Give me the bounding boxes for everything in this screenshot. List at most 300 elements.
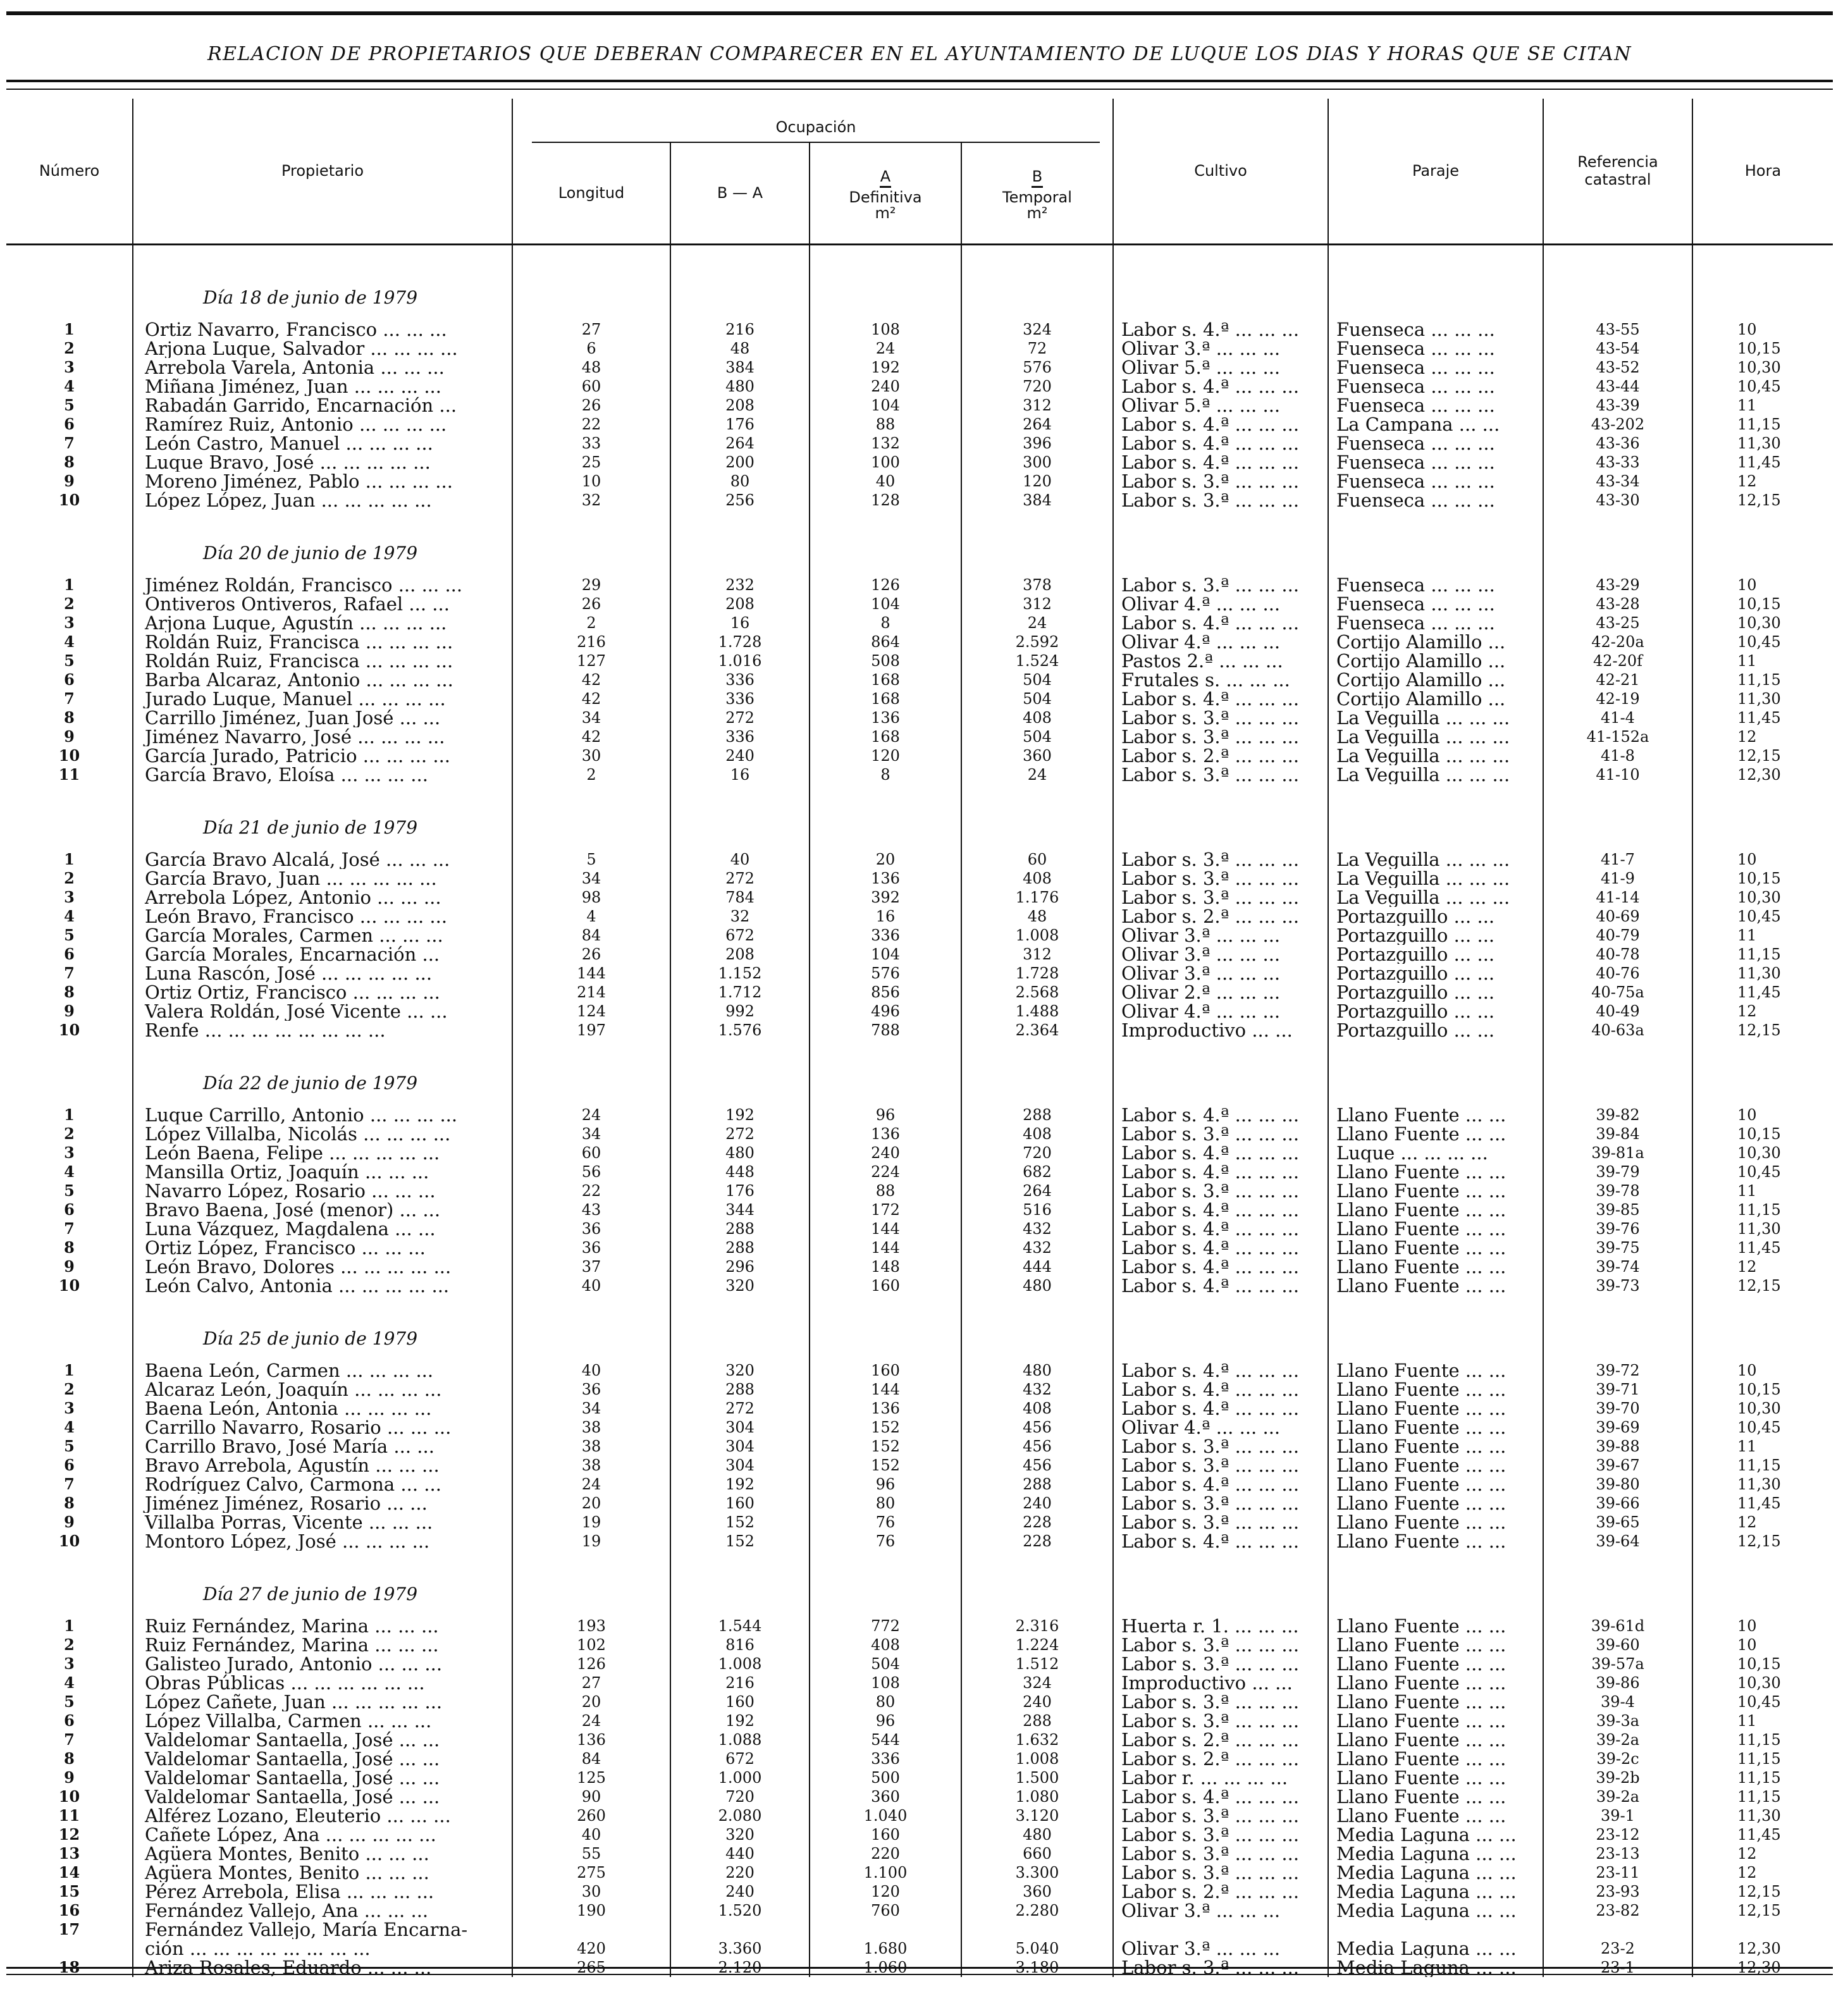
row-number: 1 [6, 1105, 133, 1124]
owner-name: Valdelomar Santaella, José ... ... [133, 1749, 512, 1768]
referencia-value: 39-84 [1543, 1124, 1692, 1143]
definitiva-value: 76 [810, 1532, 961, 1551]
table-row [6, 1181, 1833, 1200]
paraje-value: Media Laguna ... ... [1328, 1958, 1543, 1977]
col-header-propietario: Propietario [133, 99, 512, 244]
cultivo-value: Labor s. 3.ª ... ... ... [1113, 1437, 1328, 1456]
owner-name: Mansilla Ortiz, Joaquín ... ... ... [133, 1162, 512, 1181]
definitiva-value: 136 [810, 708, 961, 727]
paraje-value: Llano Fuente ... ... [1328, 1711, 1543, 1730]
owner-name: León Castro, Manuel ... ... ... ... [133, 434, 512, 453]
definitiva-value: 144 [810, 1380, 961, 1399]
definitiva-value: 136 [810, 1124, 961, 1143]
table-row [6, 396, 1833, 415]
longitud-value: 24 [512, 1105, 670, 1124]
ba-value: 672 [670, 926, 810, 945]
row-number: 13 [6, 1844, 133, 1863]
hora-value: 10 [1737, 1105, 1757, 1124]
owner-name: Carrillo Jiménez, Juan José ... ... [133, 708, 512, 727]
table-row [6, 1692, 1833, 1711]
col-header-b-label: Temporal [1002, 188, 1072, 206]
ba-value: 16 [670, 613, 810, 632]
longitud-value: 27 [512, 320, 670, 339]
paraje-value: Media Laguna ... ... [1328, 1882, 1543, 1901]
temporal-value: 312 [961, 594, 1113, 613]
owner-name: Cañete López, Ana ... ... ... ... ... [133, 1825, 512, 1844]
hora-value: 10 [1737, 1616, 1757, 1635]
row-number: 5 [6, 651, 133, 670]
row-number: 9 [6, 1002, 133, 1021]
longitud-value: 40 [512, 1276, 670, 1295]
temporal-value: 456 [961, 1456, 1113, 1475]
temporal-value: 1.080 [961, 1787, 1113, 1806]
ba-value: 272 [670, 869, 810, 888]
row-number: 2 [6, 1124, 133, 1143]
ba-value: 256 [670, 491, 810, 510]
longitud-value: 20 [512, 1692, 670, 1711]
definitiva-value: 100 [810, 453, 961, 472]
row-number: 14 [6, 1863, 133, 1882]
paraje-value: La Veguilla ... ... ... [1328, 708, 1543, 727]
referencia-value: 39-4 [1543, 1692, 1692, 1711]
cultivo-value: Labor s. 3.ª ... ... ... [1113, 708, 1328, 727]
temporal-value: 1.008 [961, 1749, 1113, 1768]
owner-name: Valdelomar Santaella, José ... ... [133, 1768, 512, 1787]
cultivo-value: Labor s. 4.ª ... ... ... [1113, 1787, 1328, 1806]
row-number: 7 [6, 434, 133, 453]
owner-name: Fernández Vallejo, Ana ... ... ... [133, 1901, 512, 1920]
definitiva-value: 240 [810, 377, 961, 396]
referencia-value: 43-39 [1543, 396, 1692, 415]
ba-value: 1.728 [670, 632, 810, 651]
referencia-value: 43-54 [1543, 339, 1692, 358]
paraje-value: Llano Fuente ... ... [1328, 1437, 1543, 1456]
referencia-value: 39-70 [1543, 1399, 1692, 1418]
referencia-value: 39-82 [1543, 1105, 1692, 1124]
referencia-value: 40-63a [1543, 1021, 1692, 1040]
ba-value: 240 [670, 1882, 810, 1901]
temporal-value: 396 [961, 434, 1113, 453]
day-heading-row [6, 1317, 1833, 1361]
cultivo-value: Labor s. 3.ª ... ... ... [1113, 1635, 1328, 1654]
cultivo-value: Huerta r. 1. ... ... ... [1113, 1616, 1328, 1635]
hora-value: 11 [1737, 396, 1757, 414]
ba-value: 1.152 [670, 964, 810, 983]
ba-value: 288 [670, 1238, 810, 1257]
temporal-value: 384 [961, 491, 1113, 510]
cultivo-value: Labor s. 3.ª ... ... ... [1113, 1863, 1328, 1882]
referencia-value: 39-69 [1543, 1418, 1692, 1437]
longitud-value: 90 [512, 1787, 670, 1806]
row-number: 7 [6, 689, 133, 708]
referencia-value: 39-80 [1543, 1475, 1692, 1494]
owner-name: Barba Alcaraz, Antonio ... ... ... ... [133, 670, 512, 689]
definitiva-value: 788 [810, 1021, 961, 1040]
row-number: 3 [6, 358, 133, 377]
owner-name: Renfe ... ... ... ... ... ... ... ... [133, 1021, 512, 1040]
referencia-value: 39-3a [1543, 1711, 1692, 1730]
row-number: 10 [6, 491, 133, 510]
definitiva-value: 120 [810, 1882, 961, 1901]
owner-name: Navarro López, Rosario ... ... ... [133, 1181, 512, 1200]
referencia-value: 39-1 [1543, 1806, 1692, 1825]
temporal-value: 720 [961, 1143, 1113, 1162]
owner-name: Ariza Rosales, Eduardo ... ... ... [133, 1958, 512, 1977]
row-number: 4 [6, 632, 133, 651]
ba-value: 152 [670, 1513, 810, 1532]
referencia-value: 39-66 [1543, 1494, 1692, 1513]
hora-value: 11,30 [1737, 689, 1781, 708]
longitud-value: 34 [512, 869, 670, 888]
row-number: 10 [6, 1787, 133, 1806]
temporal-value: 228 [961, 1532, 1113, 1551]
referencia-value: 39-76 [1543, 1219, 1692, 1238]
owner-name: López Cañete, Juan ... ... ... ... ... [133, 1692, 512, 1711]
hora-value: 11,15 [1737, 945, 1781, 963]
row-number: 10 [6, 1276, 133, 1295]
longitud-value: 6 [512, 339, 670, 358]
ba-value: 2.120 [670, 1958, 810, 1977]
definitiva-value: 120 [810, 746, 961, 765]
paraje-value: Llano Fuente ... ... [1328, 1730, 1543, 1749]
referencia-value: 39-2a [1543, 1730, 1692, 1749]
owner-name: Carrillo Navarro, Rosario ... ... ... [133, 1418, 512, 1437]
definitiva-value: 108 [810, 1673, 961, 1692]
definitiva-value: 88 [810, 1181, 961, 1200]
row-number: 3 [6, 613, 133, 632]
temporal-value: 240 [961, 1494, 1113, 1513]
paraje-value: Llano Fuente ... ... [1328, 1475, 1543, 1494]
row-number: 10 [6, 1532, 133, 1551]
ba-value: 216 [670, 1673, 810, 1692]
temporal-value: 504 [961, 727, 1113, 746]
temporal-value: 288 [961, 1711, 1113, 1730]
row-number: 3 [6, 1399, 133, 1418]
longitud-value: 25 [512, 453, 670, 472]
referencia-value: 40-76 [1543, 964, 1692, 983]
owner-name: López Villalba, Carmen ... ... ... [133, 1711, 512, 1730]
table-row [6, 491, 1833, 510]
row-number: 6 [6, 945, 133, 964]
referencia-value: 23-2 [1543, 1939, 1692, 1958]
row-number: 17 [6, 1920, 133, 1939]
hora-value: 12,15 [1737, 1532, 1781, 1550]
ba-value: 480 [670, 1143, 810, 1162]
cultivo-value: Labor s. 3.ª ... ... ... [1113, 850, 1328, 869]
hora-value: 11,15 [1737, 1749, 1781, 1768]
referencia-value: 39-72 [1543, 1361, 1692, 1380]
table-row [6, 632, 1833, 651]
hora-value: 10,30 [1737, 1143, 1781, 1162]
longitud-value: 42 [512, 670, 670, 689]
longitud-value: 27 [512, 1673, 670, 1692]
referencia-value: 23-11 [1543, 1863, 1692, 1882]
row-number [6, 1939, 133, 1958]
longitud-value: 26 [512, 396, 670, 415]
col-header-b-unit: m² [1026, 204, 1048, 222]
top-rule [6, 11, 1833, 15]
ba-value: 784 [670, 888, 810, 907]
ba-value: 1.544 [670, 1616, 810, 1635]
owner-name: Rabadán Garrido, Encarnación ... [133, 396, 512, 415]
owner-name: Jiménez Jiménez, Rosario ... ... [133, 1494, 512, 1513]
owner-name: Montoro López, José ... ... ... ... [133, 1532, 512, 1551]
cultivo-value: Labor s. 4.ª ... ... ... [1113, 1361, 1328, 1380]
paraje-value: Fuenseca ... ... ... [1328, 453, 1543, 472]
paraje-value: Llano Fuente ... ... [1328, 1616, 1543, 1635]
table-row [6, 1200, 1833, 1219]
ba-value: 288 [670, 1219, 810, 1238]
ba-value: 1.576 [670, 1021, 810, 1040]
referencia-value: 23-12 [1543, 1825, 1692, 1844]
table-row [6, 1143, 1833, 1162]
definitiva-value: 144 [810, 1219, 961, 1238]
table-row [6, 1238, 1833, 1257]
owner-name: Arrebola López, Antonio ... ... ... [133, 888, 512, 907]
referencia-value: 41-8 [1543, 746, 1692, 765]
longitud-value: 36 [512, 1380, 670, 1399]
row-number: 3 [6, 888, 133, 907]
temporal-value: 324 [961, 320, 1113, 339]
cultivo-value: Labor s. 3.ª ... ... ... [1113, 1844, 1328, 1863]
table-row [6, 689, 1833, 708]
row-number: 7 [6, 964, 133, 983]
ba-value: 192 [670, 1475, 810, 1494]
paraje-value: Fuenseca ... ... ... [1328, 320, 1543, 339]
hora-value: 11,30 [1737, 1475, 1781, 1493]
ba-value: 2.080 [670, 1806, 810, 1825]
temporal-value: 480 [961, 1825, 1113, 1844]
definitiva-value: 126 [810, 576, 961, 594]
hora-value: 10,45 [1737, 1418, 1781, 1436]
paraje-value: Llano Fuente ... ... [1328, 1238, 1543, 1257]
owner-name: Fernández Vallejo, María Encarna- [133, 1920, 512, 1939]
ba-value: 296 [670, 1257, 810, 1276]
paraje-value: Llano Fuente ... ... [1328, 1749, 1543, 1768]
paraje-value: La Veguilla ... ... ... [1328, 850, 1543, 869]
owner-name: Luque Carrillo, Antonio ... ... ... ... [133, 1105, 512, 1124]
temporal-value: 120 [961, 472, 1113, 491]
table-row [6, 358, 1833, 377]
row-number: 5 [6, 1692, 133, 1711]
definitiva-value: 336 [810, 926, 961, 945]
ba-value: 344 [670, 1200, 810, 1219]
paraje-value: Portazguillo ... ... [1328, 1021, 1543, 1040]
referencia-value: 43-52 [1543, 358, 1692, 377]
cultivo-value: Labor s. 4.ª ... ... ... [1113, 415, 1328, 434]
temporal-value: 432 [961, 1219, 1113, 1238]
temporal-value: 1.224 [961, 1635, 1113, 1654]
referencia-value: 39-67 [1543, 1456, 1692, 1475]
definitiva-value: 96 [810, 1475, 961, 1494]
longitud-value: 24 [512, 1475, 670, 1494]
owner-name: Valdelomar Santaella, José ... ... [133, 1730, 512, 1749]
temporal-value: 504 [961, 689, 1113, 708]
cultivo-value: Olivar 4.ª ... ... ... [1113, 1418, 1328, 1437]
definitiva-value: 508 [810, 651, 961, 670]
table-row [6, 907, 1833, 926]
temporal-value: 312 [961, 396, 1113, 415]
referencia-value: 39-86 [1543, 1673, 1692, 1692]
ba-value: 336 [670, 689, 810, 708]
ba-value: 216 [670, 320, 810, 339]
day-heading-row [6, 1572, 1833, 1616]
col-header-paraje: Paraje [1328, 99, 1543, 244]
referencia-value: 39-78 [1543, 1181, 1692, 1200]
ba-value: 320 [670, 1361, 810, 1380]
row-number: 4 [6, 907, 133, 926]
owner-name: García Bravo, Juan ... ... ... ... ... [133, 869, 512, 888]
longitud-value: 124 [512, 1002, 670, 1021]
paraje-value: Llano Fuente ... ... [1328, 1787, 1543, 1806]
owner-name: García Morales, Encarnación ... [133, 945, 512, 964]
table-row [6, 1002, 1833, 1021]
ba-value: 1.000 [670, 1768, 810, 1787]
ba-value: 1.016 [670, 651, 810, 670]
table-row [6, 1257, 1833, 1276]
definitiva-value: 172 [810, 1200, 961, 1219]
owner-name: García Morales, Carmen ... ... ... [133, 926, 512, 945]
temporal-value: 312 [961, 945, 1113, 964]
paraje-value: Media Laguna ... ... [1328, 1863, 1543, 1882]
cultivo-value: Labor s. 4.ª ... ... ... [1113, 1276, 1328, 1295]
definitiva-value: 144 [810, 1238, 961, 1257]
owner-name: Valdelomar Santaella, José ... ... [133, 1787, 512, 1806]
table-row [6, 1532, 1833, 1551]
owner-name: Baena León, Carmen ... ... ... ... [133, 1361, 512, 1380]
definitiva-value: 104 [810, 594, 961, 613]
row-number: 7 [6, 1475, 133, 1494]
col-header-ba: B — A [670, 143, 810, 244]
hora-value: 10,30 [1737, 358, 1781, 376]
row-number: 4 [6, 377, 133, 396]
referencia-value: 43-36 [1543, 434, 1692, 453]
row-number: 1 [6, 320, 133, 339]
longitud-value: 5 [512, 850, 670, 869]
longitud-value: 84 [512, 1749, 670, 1768]
hora-value: 12,15 [1737, 746, 1781, 765]
longitud-value: 214 [512, 983, 670, 1002]
referencia-value: 39-71 [1543, 1380, 1692, 1399]
definitiva-value: 104 [810, 396, 961, 415]
paraje-value: Llano Fuente ... ... [1328, 1673, 1543, 1692]
hora-value: 10,15 [1737, 339, 1781, 357]
ba-value: 240 [670, 746, 810, 765]
table-row [6, 651, 1833, 670]
referencia-value: 39-73 [1543, 1276, 1692, 1295]
temporal-value: 516 [961, 1200, 1113, 1219]
owner-name: Luna Rascón, José ... ... ... ... ... [133, 964, 512, 983]
temporal-value: 1.524 [961, 651, 1113, 670]
header-double-rule [6, 80, 1833, 90]
referencia-value: 41-10 [1543, 765, 1692, 784]
paraje-value: Llano Fuente ... ... [1328, 1806, 1543, 1825]
cultivo-value: Labor s. 2.ª ... ... ... [1113, 907, 1328, 926]
owner-name: Agüera Montes, Benito ... ... ... [133, 1863, 512, 1882]
referencia-value: 23-13 [1543, 1844, 1692, 1863]
definitiva-value: 152 [810, 1418, 961, 1437]
longitud-value: 193 [512, 1616, 670, 1635]
hora-value: 10,15 [1737, 1124, 1781, 1143]
cultivo-value: Labor s. 4.ª ... ... ... [1113, 1399, 1328, 1418]
definitiva-value: 16 [810, 907, 961, 926]
table-row [6, 1654, 1833, 1673]
temporal-value: 408 [961, 869, 1113, 888]
hora-value: 12,15 [1737, 1021, 1781, 1039]
hora-value: 10 [1737, 1361, 1757, 1379]
referencia-value: 42-20f [1543, 651, 1692, 670]
owner-name: ción ... ... ... ... ... ... ... ... [133, 1939, 512, 1958]
ba-value: 272 [670, 1399, 810, 1418]
hora-value: 11,45 [1737, 708, 1781, 727]
paraje-value: La Veguilla ... ... ... [1328, 765, 1543, 784]
day-heading: Día 25 de junio de 1979 [133, 1317, 512, 1361]
table-row [6, 1787, 1833, 1806]
paraje-value: Llano Fuente ... ... [1328, 1162, 1543, 1181]
paraje-value: Portazguillo ... ... [1328, 1002, 1543, 1021]
paraje-value [1328, 1920, 1543, 1939]
cultivo-value: Olivar 3.ª ... ... ... [1113, 339, 1328, 358]
hora-value: 11 [1737, 651, 1757, 670]
hora-value: 10,30 [1737, 1673, 1781, 1692]
referencia-value: 42-21 [1543, 670, 1692, 689]
cultivo-value: Olivar 3.ª ... ... ... [1113, 926, 1328, 945]
row-number: 5 [6, 396, 133, 415]
ba-value: 336 [670, 727, 810, 746]
referencia-value: 23-1 [1543, 1958, 1692, 1977]
temporal-value: 360 [961, 746, 1113, 765]
definitiva-value: 360 [810, 1787, 961, 1806]
longitud-value: 60 [512, 377, 670, 396]
temporal-value: 1.632 [961, 1730, 1113, 1749]
hora-value: 10 [1737, 850, 1757, 868]
definitiva-value: 40 [810, 472, 961, 491]
temporal-value: 60 [961, 850, 1113, 869]
ba-value: 1.520 [670, 1901, 810, 1920]
definitiva-value: 88 [810, 415, 961, 434]
definitiva-value: 240 [810, 1143, 961, 1162]
cultivo-value: Labor s. 3.ª ... ... ... [1113, 1711, 1328, 1730]
longitud-value: 2 [512, 613, 670, 632]
longitud-value: 84 [512, 926, 670, 945]
longitud-value: 136 [512, 1730, 670, 1749]
paraje-value: Fuenseca ... ... ... [1328, 491, 1543, 510]
ba-value: 320 [670, 1825, 810, 1844]
cultivo-value: Olivar 2.ª ... ... ... [1113, 983, 1328, 1002]
cultivo-value: Pastos 2.ª ... ... ... [1113, 651, 1328, 670]
definitiva-value: 1.060 [810, 1958, 961, 1977]
table-body [6, 244, 1833, 1977]
temporal-value: 288 [961, 1475, 1113, 1494]
table-row [6, 1437, 1833, 1456]
paraje-value: La Veguilla ... ... ... [1328, 869, 1543, 888]
table-row [6, 983, 1833, 1002]
cultivo-value: Olivar 3.ª ... ... ... [1113, 1939, 1328, 1958]
owner-name: García Bravo Alcalá, José ... ... ... [133, 850, 512, 869]
ba-value: 176 [670, 1181, 810, 1200]
hora-value: 12,15 [1737, 1901, 1781, 1919]
ba-value: 440 [670, 1844, 810, 1863]
definitiva-value: 80 [810, 1692, 961, 1711]
cultivo-value: Labor s. 4.ª ... ... ... [1113, 689, 1328, 708]
paraje-value: Cortijo Alamillo ... [1328, 632, 1543, 651]
row-number: 2 [6, 1380, 133, 1399]
paraje-value: Llano Fuente ... ... [1328, 1380, 1543, 1399]
owner-name: Jiménez Roldán, Francisco ... ... ... [133, 576, 512, 594]
temporal-value: 480 [961, 1361, 1113, 1380]
temporal-value: 228 [961, 1513, 1113, 1532]
owner-name: Ramírez Ruiz, Antonio ... ... ... ... [133, 415, 512, 434]
